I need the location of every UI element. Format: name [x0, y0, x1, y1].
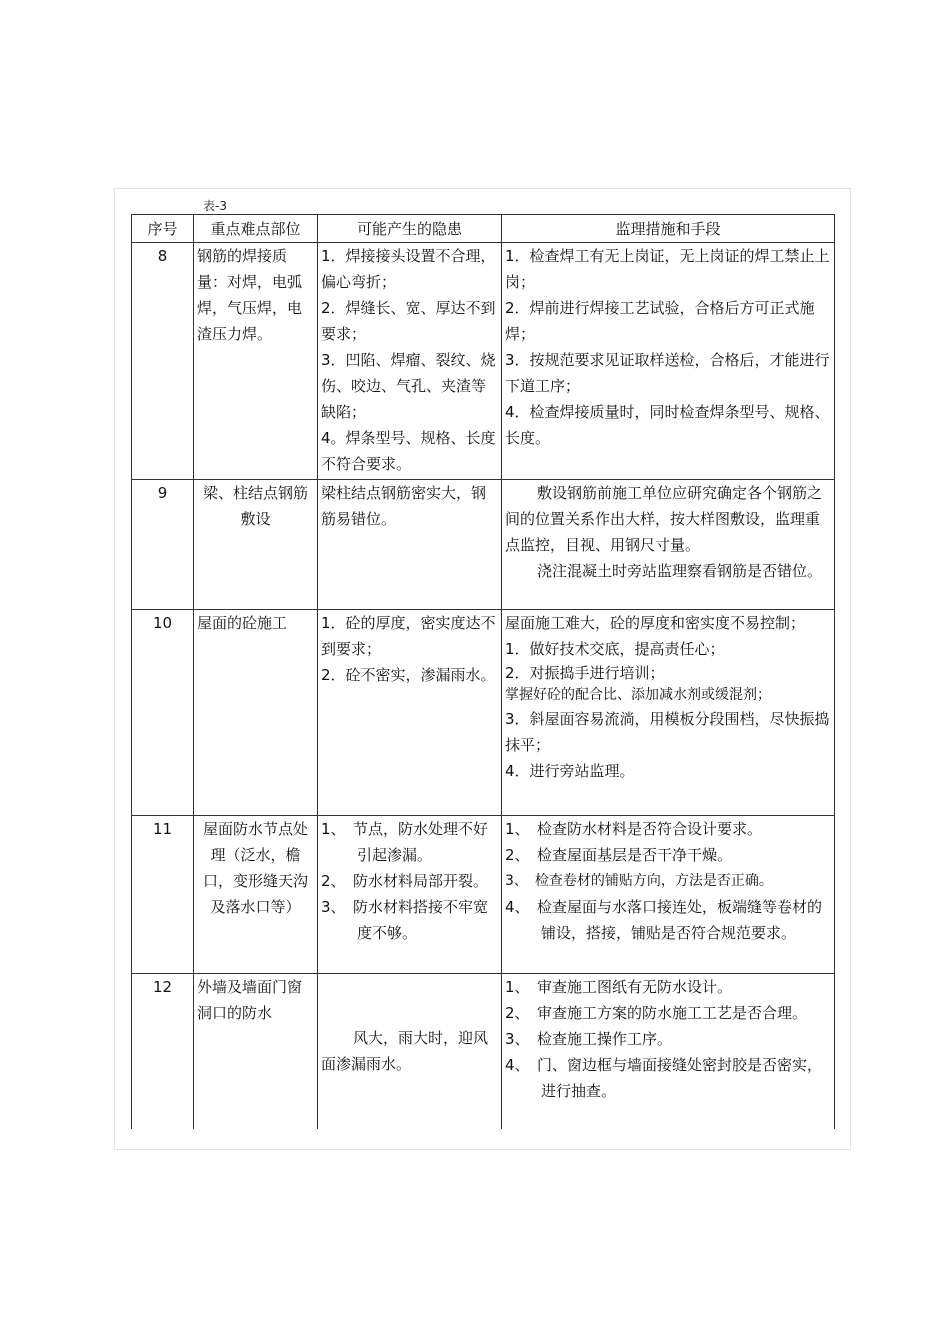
row-part: 屋面的砼施工 [194, 610, 318, 816]
measure-item: 2．对振捣手进行培训； [505, 664, 665, 682]
risk-item: 2、 防水材料局部开裂。 [321, 872, 489, 890]
row-part: 钢筋的焊接质量：对焊，电弧焊，气压焊，电渣压力焊。 [194, 243, 318, 480]
measure-item: 4、 门、窗边框与墙面接缝处密封胶是否密实，进行抽查。 [505, 1056, 823, 1100]
row-no: 12 [132, 974, 194, 1129]
row-no: 8 [132, 243, 194, 480]
risk-item: 1、 节点，防水处理不好引起渗漏。 [321, 820, 489, 864]
table-caption: 表-3 [203, 199, 227, 213]
table-row [132, 816, 835, 974]
risk-item: 3、 防水材料搭接不牢宽度不够。 [321, 898, 489, 942]
measure-item: 3、 检查卷材的铺贴方向，方法是否正确。 [505, 873, 773, 889]
table-row [132, 480, 835, 610]
measure-item: 3、 检查施工操作工序。 [505, 1030, 673, 1048]
row-measures [502, 480, 835, 610]
row-risks [318, 816, 502, 974]
supervision-table [131, 214, 835, 1129]
row-risks [318, 974, 502, 1129]
header-part: 重点难点部位 [194, 215, 318, 243]
measure-item: 掌握好砼的配合比、添加减水剂或缓混剂； [505, 687, 771, 703]
row-part: 梁、柱结点钢筋敷设 [194, 480, 318, 610]
header-risks: 可能产生的隐患 [318, 215, 502, 243]
measure-item: 2、 审查施工方案的防水施工工艺是否合理。 [505, 1004, 808, 1022]
measure-item: 1、 审查施工图纸有无防水设计。 [505, 978, 733, 996]
measure-item: 1．检查焊工有无上岗证，无上岗证的焊工禁止上岗； [505, 247, 830, 291]
measure-item: 3．按规范要求见证取样送检，合格后，才能进行下道工序； [505, 351, 830, 395]
risk-item: 2．焊缝长、宽、厚达不到要求； [321, 299, 496, 343]
header-row [132, 215, 835, 243]
header-no: 序号 [132, 215, 194, 243]
measure-item: 1、 检查防水材料是否符合设计要求。 [505, 820, 763, 838]
row-risks [318, 243, 502, 480]
measure-item: 4、 检查屋面与水落口接连处，板端缝等卷材的铺设，搭接，铺贴是否符合规范要求。 [505, 898, 823, 942]
row-part: 屋面防水节点处理（泛水，檐口，变形缝天沟及落水口等） [194, 816, 318, 974]
row-no: 10 [132, 610, 194, 816]
row-measures [502, 243, 835, 480]
risk-item: 4。焊条型号、规格、长度不符合要求。 [321, 429, 496, 473]
measure-item: 屋面施工难大，砼的厚度和密实度不易控制； [505, 614, 806, 632]
header-measures: 监理措施和手段 [502, 215, 835, 243]
risk-item: 3．凹陷、焊瘤、裂纹、烧伤、咬边、气孔、夹渣等缺陷； [321, 351, 496, 421]
risk-item: 风大，雨大时，迎风面渗漏雨水。 [321, 1029, 489, 1074]
measure-item: 1．做好技术交底，提高责任心； [505, 640, 725, 658]
measure-item: 2．焊前进行焊接工艺试验，合格后方可正式施焊； [505, 299, 815, 343]
table-row [132, 243, 835, 480]
measure-item: 2、 检查屋面基层是否干净干燥。 [505, 846, 733, 864]
measure-item: 3．斜屋面容易流淌，用模板分段围档，尽快振捣抹平； [505, 710, 830, 754]
measure-item: 4．检查焊接质量时，同时检查焊条型号、规格、长度。 [505, 403, 830, 447]
row-risks [318, 610, 502, 816]
table-row [132, 974, 835, 1129]
measure-item: 浇注混凝土时旁站监理察看钢筋是否错位。 [537, 562, 823, 580]
risk-item: 1．焊接接头设置不合理，偏心弯折； [321, 247, 496, 291]
risk-item: 2．砼不密实，渗漏雨水。 [321, 666, 496, 684]
risk-item: 梁柱结点钢筋密实大，钢筋易错位。 [321, 484, 487, 528]
row-no: 9 [132, 480, 194, 610]
row-measures [502, 610, 835, 816]
row-part: 外墙及墙面门窗洞口的防水 [194, 974, 318, 1129]
row-no: 11 [132, 816, 194, 974]
table-row [132, 610, 835, 816]
risk-item: 1．砼的厚度，密实度达不到要求； [321, 614, 496, 658]
row-measures [502, 816, 835, 974]
row-measures [502, 974, 835, 1129]
row-risks [318, 480, 502, 610]
measure-item: 4．进行旁站监理。 [505, 762, 635, 780]
measure-item: 敷设钢筋前施工单位应研究确定各个钢筋之间的位置关系作出大样，按大样图敷设，监理重点监控，目视、用钢尺寸量。 [505, 484, 823, 554]
